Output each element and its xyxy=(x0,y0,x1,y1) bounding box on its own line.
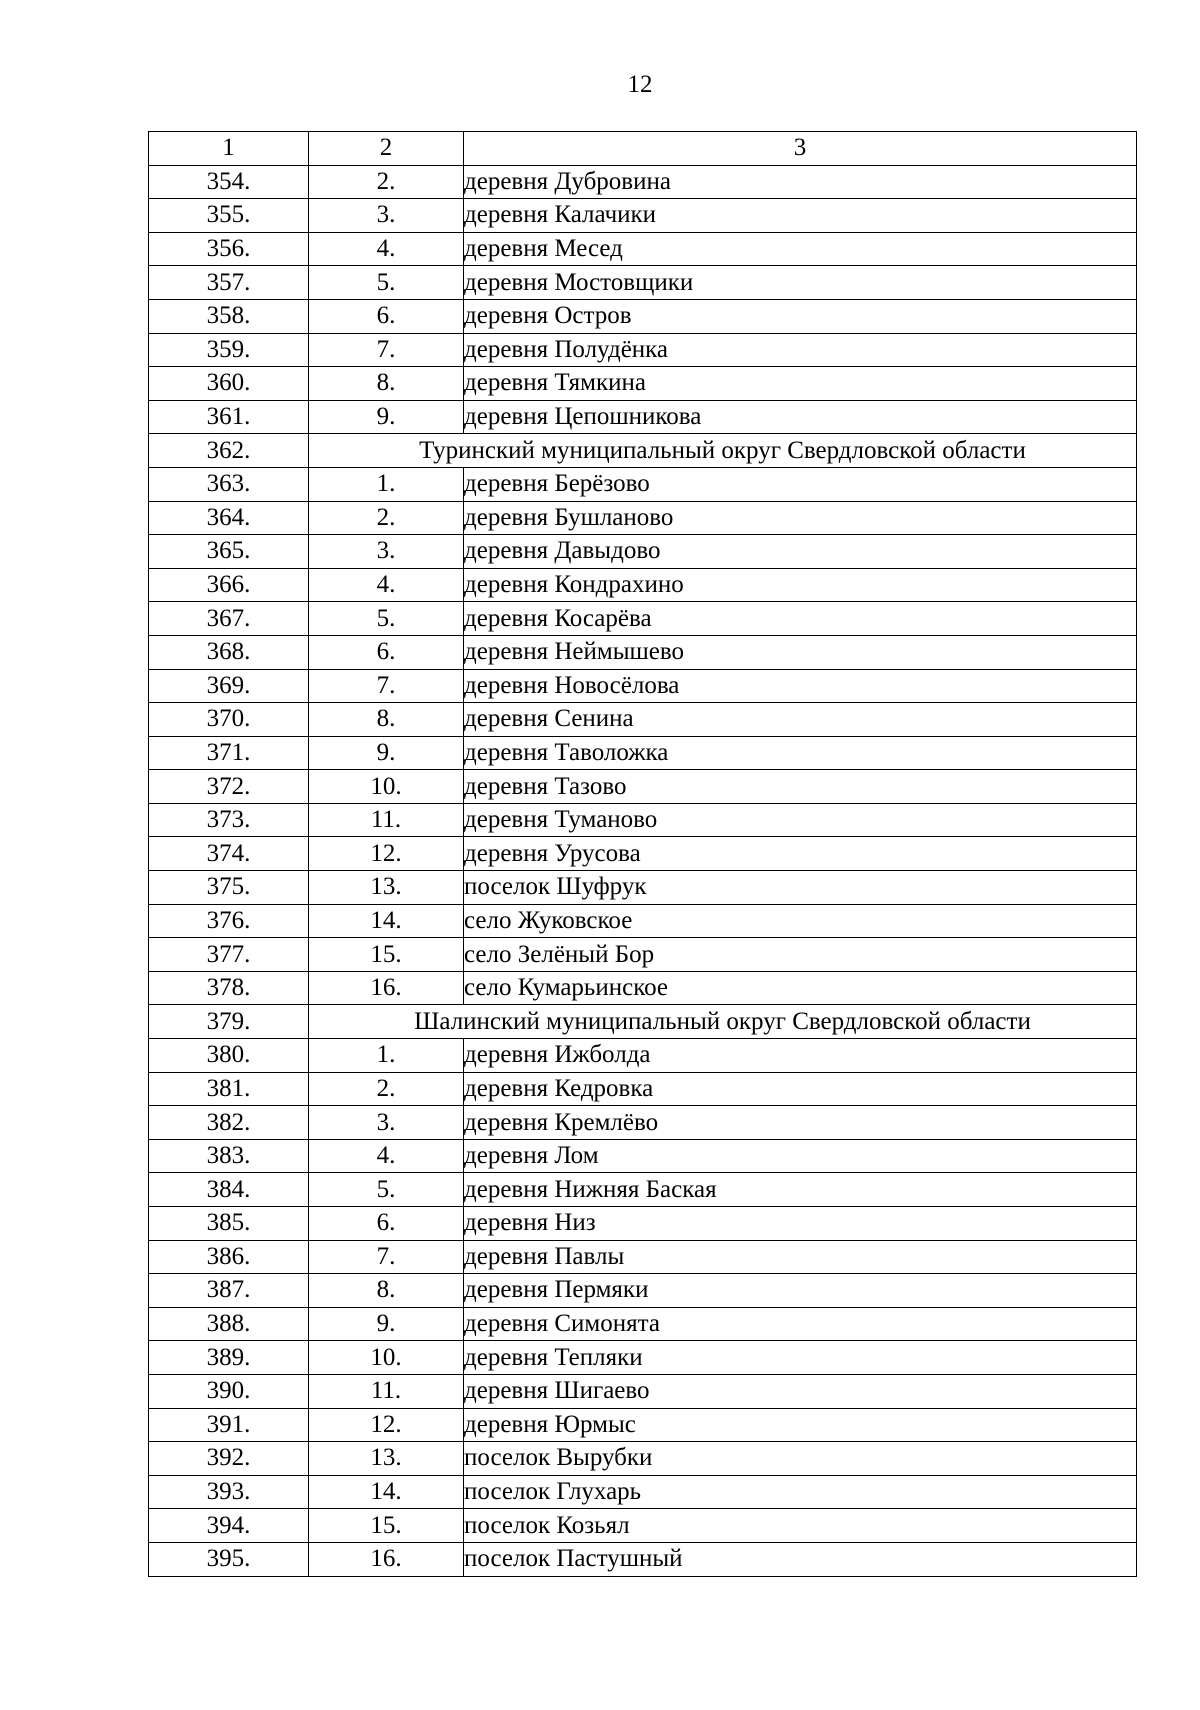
table-row xyxy=(149,1374,1137,1408)
table-row xyxy=(149,703,1137,737)
sub-number: 1. xyxy=(309,1039,464,1073)
section-row xyxy=(149,1005,1137,1039)
page-number: 12 xyxy=(627,71,653,98)
settlement-name: деревня Кремлёво xyxy=(464,1106,1137,1140)
table-row xyxy=(149,770,1137,804)
sub-number: 14. xyxy=(309,1475,464,1509)
table-row xyxy=(149,299,1137,333)
table-row xyxy=(149,1274,1137,1308)
row-number: 387. xyxy=(149,1274,309,1308)
row-number: 355. xyxy=(149,199,309,233)
sub-number: 8. xyxy=(309,703,464,737)
sub-number: 7. xyxy=(309,333,464,367)
table-row xyxy=(149,199,1137,233)
sub-number: 3. xyxy=(309,535,464,569)
settlement-name: деревня Павлы xyxy=(464,1240,1137,1274)
settlement-name: деревня Пермяки xyxy=(464,1274,1137,1308)
settlement-name: деревня Остров xyxy=(464,299,1137,333)
settlement-name: деревня Нижняя Баская xyxy=(464,1173,1137,1207)
row-number: 376. xyxy=(149,904,309,938)
settlement-name: деревня Полудёнка xyxy=(464,333,1137,367)
settlement-name: деревня Месед xyxy=(464,232,1137,266)
settlement-name: поселок Пастушный xyxy=(464,1542,1137,1576)
table-row xyxy=(149,333,1137,367)
row-number: 361. xyxy=(149,400,309,434)
settlement-name: деревня Сенина xyxy=(464,703,1137,737)
row-number: 354. xyxy=(149,165,309,199)
table-row xyxy=(149,367,1137,401)
settlement-name: село Кумарьинское xyxy=(464,971,1137,1005)
table-row xyxy=(149,1039,1137,1073)
header-col-2: 2 xyxy=(309,132,464,166)
row-number: 370. xyxy=(149,703,309,737)
settlement-name: деревня Новосёлова xyxy=(464,669,1137,703)
table-row xyxy=(149,1106,1137,1140)
table-row xyxy=(149,971,1137,1005)
table-header-row xyxy=(149,132,1137,166)
row-number: 381. xyxy=(149,1072,309,1106)
row-number: 394. xyxy=(149,1509,309,1543)
sub-number: 8. xyxy=(309,367,464,401)
sub-number: 12. xyxy=(309,1408,464,1442)
sub-number: 15. xyxy=(309,938,464,972)
table-row xyxy=(149,938,1137,972)
table-row xyxy=(149,1341,1137,1375)
settlement-name: поселок Шуфрук xyxy=(464,871,1137,905)
table-row xyxy=(149,1509,1137,1543)
row-number: 393. xyxy=(149,1475,309,1509)
row-number: 368. xyxy=(149,635,309,669)
row-number: 392. xyxy=(149,1442,309,1476)
header-col-3: 3 xyxy=(464,132,1137,166)
table-row xyxy=(149,568,1137,602)
table-body xyxy=(149,132,1137,1577)
settlement-name: деревня Лом xyxy=(464,1139,1137,1173)
sub-number: 3. xyxy=(309,1106,464,1140)
row-number: 367. xyxy=(149,602,309,636)
sub-number: 16. xyxy=(309,971,464,1005)
settlement-name: деревня Юрмыс xyxy=(464,1408,1137,1442)
sub-number: 8. xyxy=(309,1274,464,1308)
row-number: 385. xyxy=(149,1207,309,1241)
sub-number: 4. xyxy=(309,232,464,266)
sub-number: 4. xyxy=(309,1139,464,1173)
settlement-name: деревня Урусова xyxy=(464,837,1137,871)
table-row xyxy=(149,602,1137,636)
table-row xyxy=(149,535,1137,569)
row-number: 373. xyxy=(149,803,309,837)
row-number: 395. xyxy=(149,1542,309,1576)
settlement-name: деревня Цепошникова xyxy=(464,400,1137,434)
settlement-name: деревня Калачики xyxy=(464,199,1137,233)
settlement-name: деревня Таволожка xyxy=(464,736,1137,770)
table-row xyxy=(149,400,1137,434)
sub-number: 13. xyxy=(309,871,464,905)
row-number: 356. xyxy=(149,232,309,266)
table-row xyxy=(149,1542,1137,1576)
settlement-name: деревня Бушланово xyxy=(464,501,1137,535)
sub-number: 15. xyxy=(309,1509,464,1543)
row-number: 358. xyxy=(149,299,309,333)
settlement-name: деревня Дубровина xyxy=(464,165,1137,199)
sub-number: 6. xyxy=(309,1207,464,1241)
row-number: 378. xyxy=(149,971,309,1005)
table-row xyxy=(149,266,1137,300)
table-row xyxy=(149,1475,1137,1509)
sub-number: 9. xyxy=(309,400,464,434)
section-row xyxy=(149,434,1137,468)
sub-number: 16. xyxy=(309,1542,464,1576)
header-col-1: 1 xyxy=(149,132,309,166)
section-title: Туринский муниципальный округ Свердловской области xyxy=(309,434,1137,468)
settlement-name: деревня Тазово xyxy=(464,770,1137,804)
settlement-name: село Жуковское xyxy=(464,904,1137,938)
settlements-table xyxy=(148,131,1137,1577)
settlement-name: деревня Симонята xyxy=(464,1307,1137,1341)
sub-number: 5. xyxy=(309,602,464,636)
row-number: 365. xyxy=(149,535,309,569)
settlement-name: село Зелёный Бор xyxy=(464,938,1137,972)
row-number: 369. xyxy=(149,669,309,703)
settlement-name: деревня Давыдово xyxy=(464,535,1137,569)
table-row xyxy=(149,501,1137,535)
table-row xyxy=(149,803,1137,837)
row-number: 384. xyxy=(149,1173,309,1207)
row-number: 379. xyxy=(149,1005,309,1039)
sub-number: 2. xyxy=(309,501,464,535)
table-row xyxy=(149,232,1137,266)
sub-number: 7. xyxy=(309,669,464,703)
table-row xyxy=(149,669,1137,703)
row-number: 362. xyxy=(149,434,309,468)
row-number: 366. xyxy=(149,568,309,602)
table-row xyxy=(149,736,1137,770)
sub-number: 1. xyxy=(309,467,464,501)
table-row xyxy=(149,837,1137,871)
table-row xyxy=(149,467,1137,501)
row-number: 371. xyxy=(149,736,309,770)
row-number: 360. xyxy=(149,367,309,401)
settlement-name: деревня Тепляки xyxy=(464,1341,1137,1375)
sub-number: 4. xyxy=(309,568,464,602)
sub-number: 6. xyxy=(309,635,464,669)
sub-number: 7. xyxy=(309,1240,464,1274)
row-number: 389. xyxy=(149,1341,309,1375)
sub-number: 10. xyxy=(309,770,464,804)
settlement-name: деревня Ижболда xyxy=(464,1039,1137,1073)
table-row xyxy=(149,1307,1137,1341)
settlement-name: поселок Вырубки xyxy=(464,1442,1137,1476)
settlement-name: деревня Берёзово xyxy=(464,467,1137,501)
settlement-name: деревня Кедровка xyxy=(464,1072,1137,1106)
table-row xyxy=(149,165,1137,199)
table-row xyxy=(149,904,1137,938)
row-number: 386. xyxy=(149,1240,309,1274)
row-number: 377. xyxy=(149,938,309,972)
sub-number: 2. xyxy=(309,165,464,199)
sub-number: 2. xyxy=(309,1072,464,1106)
table-row xyxy=(149,1173,1137,1207)
row-number: 388. xyxy=(149,1307,309,1341)
row-number: 364. xyxy=(149,501,309,535)
sub-number: 11. xyxy=(309,803,464,837)
settlement-name: деревня Косарёва xyxy=(464,602,1137,636)
settlement-name: поселок Глухарь xyxy=(464,1475,1137,1509)
settlement-name: поселок Козьял xyxy=(464,1509,1137,1543)
sub-number: 6. xyxy=(309,299,464,333)
settlement-name: деревня Мостовщики xyxy=(464,266,1137,300)
row-number: 363. xyxy=(149,467,309,501)
settlement-name: деревня Неймышево xyxy=(464,635,1137,669)
section-title: Шалинский муниципальный округ Свердловской области xyxy=(309,1005,1137,1039)
sub-number: 13. xyxy=(309,1442,464,1476)
table-row xyxy=(149,1240,1137,1274)
table-row xyxy=(149,1408,1137,1442)
table-row xyxy=(149,1207,1137,1241)
row-number: 374. xyxy=(149,837,309,871)
sub-number: 14. xyxy=(309,904,464,938)
sub-number: 9. xyxy=(309,1307,464,1341)
table-row xyxy=(149,1442,1137,1476)
table-row xyxy=(149,1072,1137,1106)
sub-number: 9. xyxy=(309,736,464,770)
settlement-name: деревня Низ xyxy=(464,1207,1137,1241)
row-number: 359. xyxy=(149,333,309,367)
sub-number: 3. xyxy=(309,199,464,233)
sub-number: 5. xyxy=(309,266,464,300)
settlement-name: деревня Тямкина xyxy=(464,367,1137,401)
table-row xyxy=(149,635,1137,669)
sub-number: 10. xyxy=(309,1341,464,1375)
row-number: 375. xyxy=(149,871,309,905)
settlement-name: деревня Кондрахино xyxy=(464,568,1137,602)
sub-number: 12. xyxy=(309,837,464,871)
row-number: 357. xyxy=(149,266,309,300)
row-number: 391. xyxy=(149,1408,309,1442)
table-row xyxy=(149,871,1137,905)
sub-number: 11. xyxy=(309,1374,464,1408)
row-number: 383. xyxy=(149,1139,309,1173)
row-number: 372. xyxy=(149,770,309,804)
table-row xyxy=(149,1139,1137,1173)
row-number: 382. xyxy=(149,1106,309,1140)
sub-number: 5. xyxy=(309,1173,464,1207)
row-number: 380. xyxy=(149,1039,309,1073)
settlement-name: деревня Туманово xyxy=(464,803,1137,837)
settlement-name: деревня Шигаево xyxy=(464,1374,1137,1408)
row-number: 390. xyxy=(149,1374,309,1408)
